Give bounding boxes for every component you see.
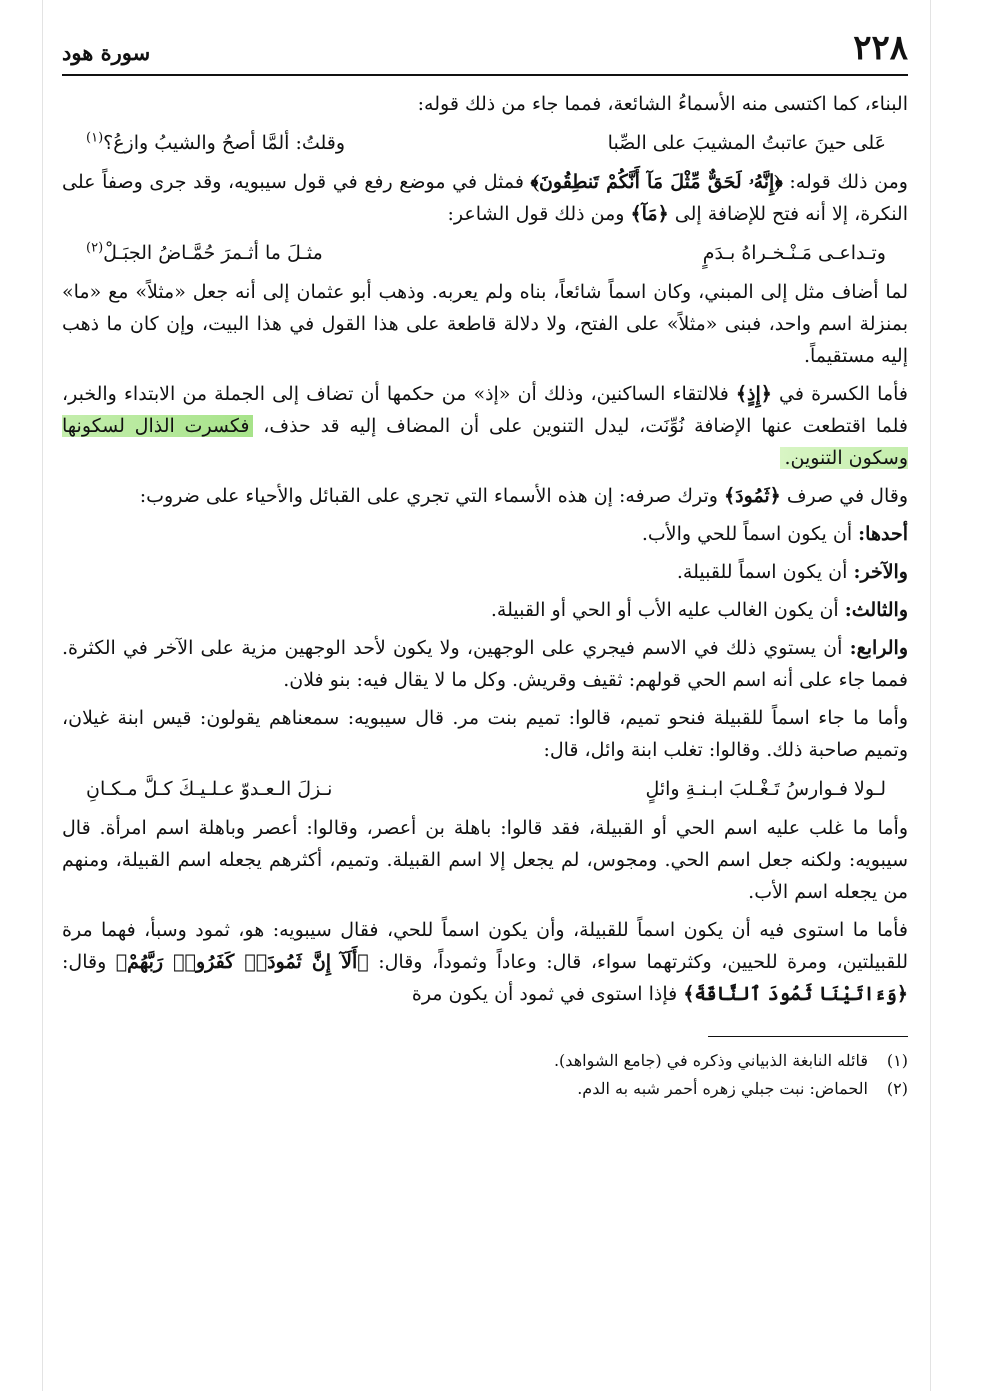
page-header — [62, 24, 908, 76]
footnote-divider — [708, 1036, 908, 1037]
page-edge-left — [42, 0, 43, 1391]
footnote-2 — [62, 1075, 908, 1103]
surah-name: سورة هود — [62, 40, 151, 65]
page-number: ٢٢٨ — [853, 28, 908, 68]
paragraph-2: ومن ذلك قوله: ﴿إِنَّهُۥ لَحَقٌّ مِّثْلَ مَآ أَنَّكُمْ تَنطِقُونَ﴾ فمثل في موضع رفع في قول سيبويه، وقد جرى وصفاً على النكرة، إلا أنه فتح للإضافة إلى ﴿مَآ﴾ ومن ذلك قول الشاعر: — [62, 171, 908, 225]
definition-2: والآخر: أن يكون اسماً للقبيلة. — [676, 561, 908, 583]
verse-1-second-hemistich: وقلتُ: ألمَّا أصحُ والشيبُ وازعُ؟$^{(١)}$ — [86, 130, 346, 154]
footnote-ref-1: (١) — [86, 130, 104, 146]
page-edge-right — [930, 0, 931, 1391]
footnote-ref-2: (٢) — [86, 240, 104, 256]
paragraph-5: وقال في صرف ﴿ثَمُودَ﴾ وترك صرفه: إن هذه الأسماء التي تجري على القبائل والأحياء على ضروب: — [139, 485, 908, 507]
paragraph-1: البناء، كما اكتسى منه الأسماءُ الشائعة، فمما جاء من ذلك قوله: — [417, 93, 908, 115]
page-body — [62, 88, 908, 1103]
paragraph-12: وأما ما غلب عليه اسم الحي أو القبيلة، فقد قالوا: باهلة بن أعصر، وقالوا: أعصر وباهلة اسم امرأة. قال سيبويه: ولكنه جعل اسم الحي. ومجوس، لم يجعل إلا اسم القبيلة. وتميم، أكثرهم يجعله اسم القبيلة، ومنهم من يجعله اسم الأب. — [62, 817, 908, 903]
verse-3-first-hemistich: لـولا فـوارسُ تَـغْـلبَ ابـنـةِ وائلٍ — [645, 778, 886, 800]
footnote-text: الحماض: نبت جبلي زهره أحمر شبه به الدم. — [577, 1079, 868, 1098]
paragraph-13: فأما ما استوى فيه أن يكون اسماً للقبيلة، وأن يكون اسماً للحي، فقال سيبويه: هو، ثمود وسبأ، فهما مرة للقبيلتين، ومرة للحيين، وكثرتهما سواء، قال: وعاداً وثموداً، وقال: ﴿أَلَآ إِنَّ ثَمُودَا۟ كَفَرُوا۟ رَبَّهُمْ﴾ وقال: ﴿وَءَاتَيْنَا ثَمُودَ ٱلنَّاقَةَ﴾ فإذا استوى في ثمود أن يكون مرة — [62, 919, 908, 1005]
quran-quote: ﴿مَآ﴾ — [630, 203, 669, 225]
paragraph-3: لما أضاف مثل إلى المبني، وكان اسماً شائعاً، بناه ولم يعربه. وذهب أبو عثمان إلى أنه جعل «مثلاً» مع «ما» بمنزلة اسم واحد، فبنى «مثلاً» على الفتح، ولا دلالة قاطعة على هذا القول في هذا البيت، وإن كان ما ذهب إليه مستقيماً. — [62, 281, 908, 367]
quran-quote: ﴿ثَمُودَ﴾ — [723, 485, 781, 507]
footnotes — [62, 1047, 908, 1103]
footnote-number: (١) — [886, 1051, 908, 1070]
paragraph-4: فأما الكسرة في ﴿إِذٍ﴾ فلالتقاء الساكنين، وذلك أن «إذ» من حكمها أن تضاف إلى الجملة من الابتداء والخبر، فلما اقتطعت عنها الإضافة نُوِّنَت، ليدل التنوين على أن المضاف إليه قد حذف، فكسرت الذال لسكونها وسكون التنوين. — [62, 383, 909, 469]
verse-1-first-hemistich: عَلى حينَ عاتبتُ المشيبَ على الصِّبا — [607, 132, 886, 154]
definition-4: والرابع: أن يستوي ذلك في الاسم فيجري على الوجهين، ولا يكون لأحد الوجهين مزية على الآخر في الكثرة. فمما جاء على أنه اسم الحي قولهم: ثقيف وقريش. وكل ما لا يقال فيه: بنو فلان. — [62, 637, 908, 691]
paragraph-11: وأما ما جاء اسماً للقبيلة فنحو تميم، قالوا: تميم بنت مر. قال سيبويه: سمعناهم يقولون: قيس ابنة غيلان، وتميم صاحبة ذلك. وقالوا: تغلب ابنة وائل، قال: — [62, 707, 908, 761]
footnote-1 — [62, 1047, 908, 1075]
highlighted-text: فكسرت الذال لسكونها وسكون التنوين. — [62, 415, 908, 469]
quran-quote: ﴿أَلَآ إِنَّ ثَمُودَا۟ كَفَرُوا۟ رَبَّهُمْ﴾ — [115, 951, 369, 973]
quran-quote: ﴿إِنَّهُۥ لَحَقٌّ مِّثْلَ مَآ أَنَّكُمْ تَنطِقُونَ﴾ — [530, 171, 783, 193]
quran-quote: ﴿إِذٍ﴾ — [735, 383, 772, 405]
verse-3-second-hemistich: نـزلَ الـعـدوّ عـلـيـكَ كـلَّ مـكـانِ — [86, 778, 333, 800]
quran-quote: ﴿وَءَاتَيْنَا ثَمُودَ ٱلنَّاقَةَ﴾ — [683, 983, 908, 1005]
definition-3: والثالث: أن يكون الغالب عليه الأب أو الحي أو القبيلة. — [490, 599, 908, 621]
verse-2-first-hemistich: وتـداعـى مَـنْـخـراهُ بـدَمٍ — [702, 242, 886, 264]
definition-1: أحدها: أن يكون اسماً للحي والأب. — [641, 523, 908, 545]
verse-3 — [62, 772, 908, 806]
footnote-number: (٢) — [886, 1079, 908, 1098]
book-page — [62, 24, 908, 1103]
verse-1 — [62, 126, 908, 160]
verse-2 — [62, 236, 908, 270]
verse-2-second-hemistich: مثـلَ ما أثـمرَ حُمَّـاضُ الجبَـلْ$^{(٢)}$ — [86, 240, 323, 264]
footnote-text: قائله النابغة الذبياني وذكره في (جامع الشواهد). — [553, 1051, 868, 1070]
